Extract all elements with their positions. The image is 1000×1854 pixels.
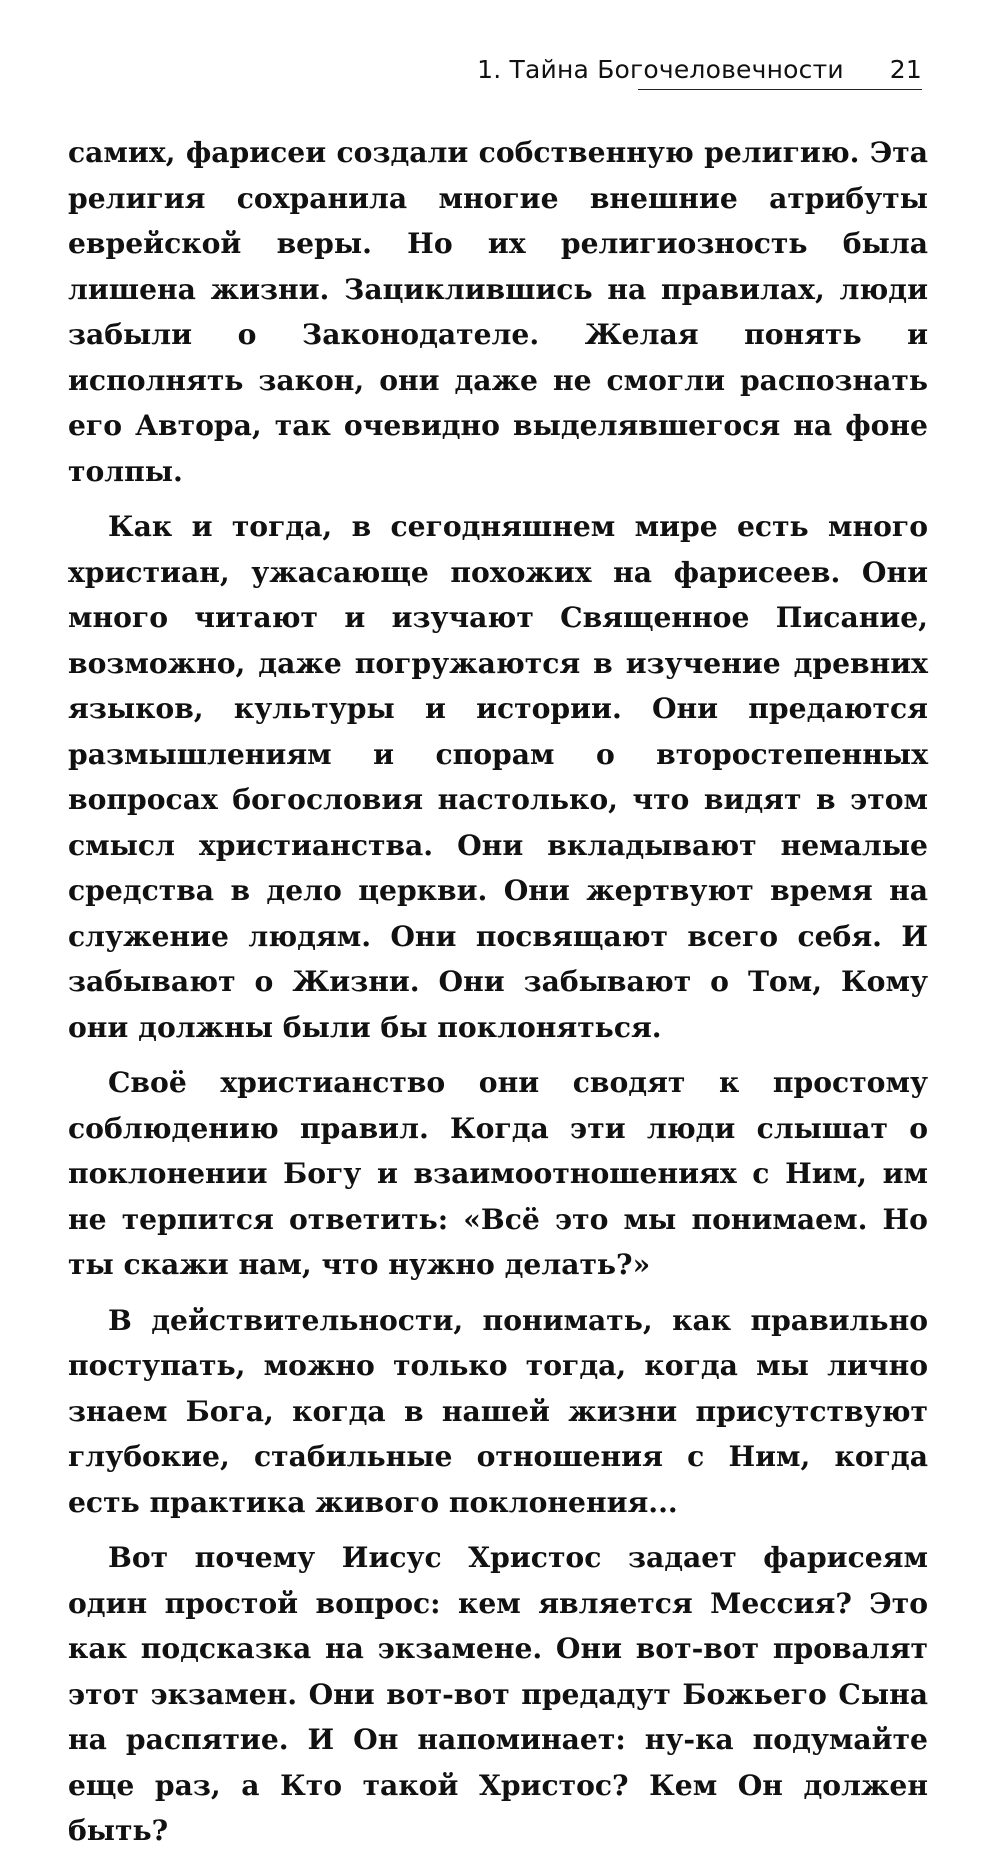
body-text (68, 130, 928, 1854)
paragraph: самих, фарисеи создали собственную религию. Эта религия сохранила многие внешние атрибуты еврейской веры. Но их религиозность была лишена жизни. Зациклившись на правилах, люди забыли о Законодателе. Желая понять и исполнять закон, они даже не смогли распознать его Автора, так очевидно выделявшегося на фоне толпы. (68, 136, 928, 488)
chapter-title: 1. Тайна Богочеловечности (477, 55, 844, 84)
paragraph: Вот почему Иисус Христос задает фарисеям один простой вопрос: кем является Мессия? Это как подсказка на экзамене. Они вот-вот провалят этот экзамен. Они вот-вот предадут Божьего Сына на распятие. И Он напоминает: ну-ка подумайте еще раз, а Кто такой Христос? Кем Он должен быть? (68, 1541, 928, 1847)
header-rule (638, 89, 922, 90)
paragraph: Как и тогда, в сегодняшнем мире есть много христиан, ужасающе похожих на фарисеев. Они много читают и изучают Священное Писание, возможно, даже погружаются в изучение древних языков, культуры и истории. Они предаются размышлениям и спорам о второстепенных вопросах богословия настолько, что видят в этом смысл христианства. Они вкладывают немалые средства в дело церкви. Они жертвуют время на служение людям. Они посвящают всего себя. И забывают о Жизни. Они забывают о Том, Кому они должны были бы поклоняться. (68, 510, 928, 1044)
paragraph: Своё христианство они сводят к простому соблюдению правил. Когда эти люди слышат о поклонении Богу и взаимоотношениях с Ним, им не терпится ответить: «Всё это мы понимаем. Но ты скажи нам, что нужно делать?» (68, 1066, 928, 1281)
paragraph: В действительности, понимать, как правильно поступать, можно только тогда, когда мы лично знаем Бога, когда в нашей жизни присутствуют глубокие, стабильные отношения с Ним, когда есть практика живого поклонения... (68, 1303, 928, 1519)
page-number: 21 (889, 55, 922, 84)
running-header (68, 38, 924, 84)
